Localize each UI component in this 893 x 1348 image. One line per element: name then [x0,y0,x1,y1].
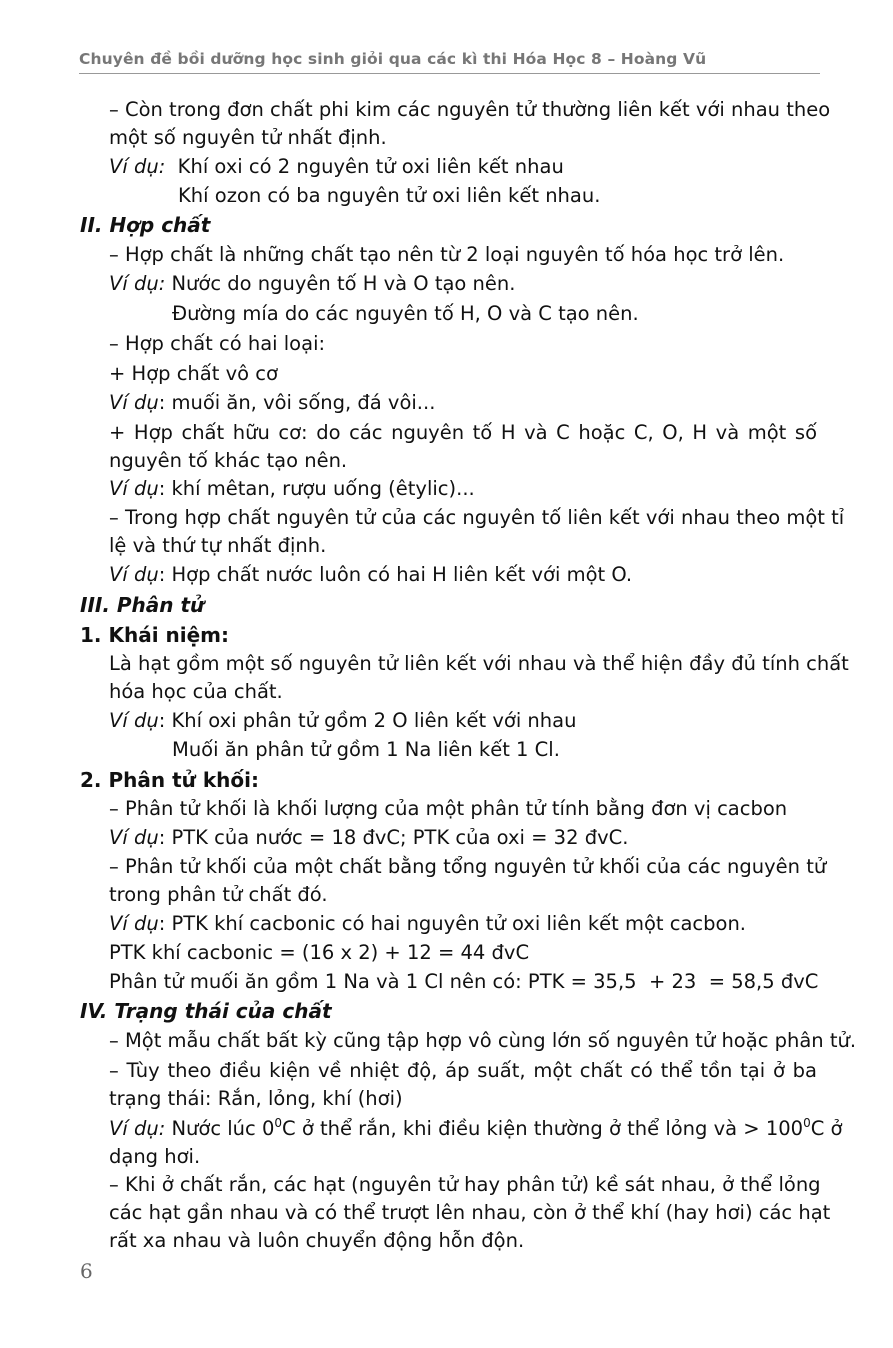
sec3-example-1 [109,708,576,734]
example-text: : Khí oxi phân tử gồm 2 O liên kết với nhau [158,709,577,732]
example-label: Ví dụ [109,391,159,414]
sec3-example-4 [109,911,746,937]
sec2-example-3 [109,390,435,416]
example-text: : muối ăn, vôi sống, đá vôi... [158,391,436,414]
subsection-2-title: 2. Phân tử khối: [80,768,259,792]
sec3-line-1: Là hạt gồm một số nguyên tử liên kết với nhau và thể hiện đầy đủ tính chất [109,652,849,675]
example-label: Ví dụ [109,563,159,586]
sec4-example [109,1116,842,1142]
intro-line-2: một số nguyên tử nhất định. [109,126,387,149]
example-text: : Hợp chất nước luôn có hai H liên kết với một O. [158,563,633,586]
sec2-example-2: Đường mía do các nguyên tố H, O và C tạo nên. [172,302,639,325]
sec2-example-1 [109,271,515,297]
sec2-line-3: + Hợp chất vô cơ [109,362,278,385]
intro-example-2: Khí ozon có ba nguyên tử oxi liên kết nhau. [178,184,601,207]
example-text: C ở [810,1117,843,1140]
example-text: Khí oxi có 2 nguyên tử oxi liên kết nhau [177,155,564,178]
sec4-line-6: các hạt gần nhau và có thể trượt lên nhau, còn ở thể khí (hay hơi) các hạt [109,1201,831,1224]
page-number: 6 [80,1259,93,1283]
example-label: Ví dụ [109,477,159,500]
intro-example-1 [109,154,564,180]
superscript: 0 [803,1115,811,1130]
sec3-example-3 [109,825,628,851]
example-label: Ví dụ [109,826,159,849]
example-label: Ví dụ: [109,272,166,295]
example-text: Nước do nguyên tố H và O tạo nên. [165,272,516,295]
sec2-line-2: – Hợp chất có hai loại: [109,332,326,355]
sec2-line-4: + Hợp chất hữu cơ: do các nguyên tố H và C hoặc C, O, H và một số [109,421,817,444]
sec4-line-5: – Khi ở chất rắn, các hạt (nguyên tử hay phân tử) kề sát nhau, ở thể lỏng [109,1173,821,1196]
intro-line-1: – Còn trong đơn chất phi kim các nguyên tử thường liên kết với nhau theo [109,98,831,121]
superscript: 0 [274,1115,283,1130]
sec2-example-5 [109,562,632,588]
sec2-line-1: – Hợp chất là những chất tạo nên từ 2 loại nguyên tố hóa học trở lên. [109,243,785,266]
sec3-line-2: hóa học của chất. [109,680,283,703]
example-text: : khí mêtan, rượu uống (êtylic)... [158,477,475,500]
example-text: : PTK khí cacbonic có hai nguyên tử oxi liên kết một cacbon. [158,912,746,935]
sec2-line-5: nguyên tố khác tạo nên. [109,449,348,472]
example-text: : PTK của nước = 18 đvC; PTK của oxi = 32 đvC. [158,826,629,849]
subsection-1-title: 1. Khái niệm: [80,623,230,647]
example-text: Nước lúc 0 [165,1117,275,1140]
section-4-title: IV. Trạng thái của chất [80,999,332,1023]
sec2-line-7: lệ và thứ tự nhất định. [109,534,327,557]
sec3-line-4: – Phân tử khối của một chất bằng tổng nguyên tử khối của các nguyên tử [109,855,827,878]
example-label: Ví dụ [109,912,159,935]
sec4-line-4: dạng hơi. [109,1145,201,1168]
sec3-line-5: trong phân tử chất đó. [109,883,328,906]
header-rule [79,73,820,74]
sec4-line-7: rất xa nhau và luôn chuyển động hỗn độn. [109,1229,525,1252]
sec4-line-2: – Tùy theo điều kiện về nhiệt độ, áp suất, một chất có thể tồn tại ở ba [109,1059,817,1082]
sec3-line-6: PTK khí cacbonic = (16 x 2) + 12 = 44 đvC [109,941,530,964]
example-text: C ở thể rắn, khi điều kiện thường ở thể lỏng và > 100 [282,1117,804,1140]
running-header: Chuyên đề bồi dưỡng học sinh giỏi qua các kì thi Hóa Học 8 – Hoàng Vũ [79,50,707,68]
example-label: Ví dụ: [109,155,166,178]
sec4-line-1: – Một mẫu chất bất kỳ cũng tập hợp vô cùng lớn số nguyên tử hoặc phân tử. [109,1029,857,1052]
sec4-line-3: trạng thái: Rắn, lỏng, khí (hơi) [109,1087,403,1110]
sec3-example-2: Muối ăn phân tử gồm 1 Na liên kết 1 Cl. [172,738,560,761]
example-label: Ví dụ [109,709,159,732]
example-label: Ví dụ: [109,1117,166,1140]
sec3-line-7: Phân tử muối ăn gồm 1 Na và 1 Cl nên có: PTK = 35,5 + 23 = 58,5 đvC [109,970,819,993]
sec3-line-3: – Phân tử khối là khối lượng của một phân tử tính bằng đơn vị cacbon [109,797,788,820]
sec2-line-6: – Trong hợp chất nguyên tử của các nguyên tố liên kết với nhau theo một tỉ [109,506,845,529]
section-2-title: II. Hợp chất [80,213,211,237]
sec2-example-4 [109,476,475,502]
section-3-title: III. Phân tử [80,593,205,617]
